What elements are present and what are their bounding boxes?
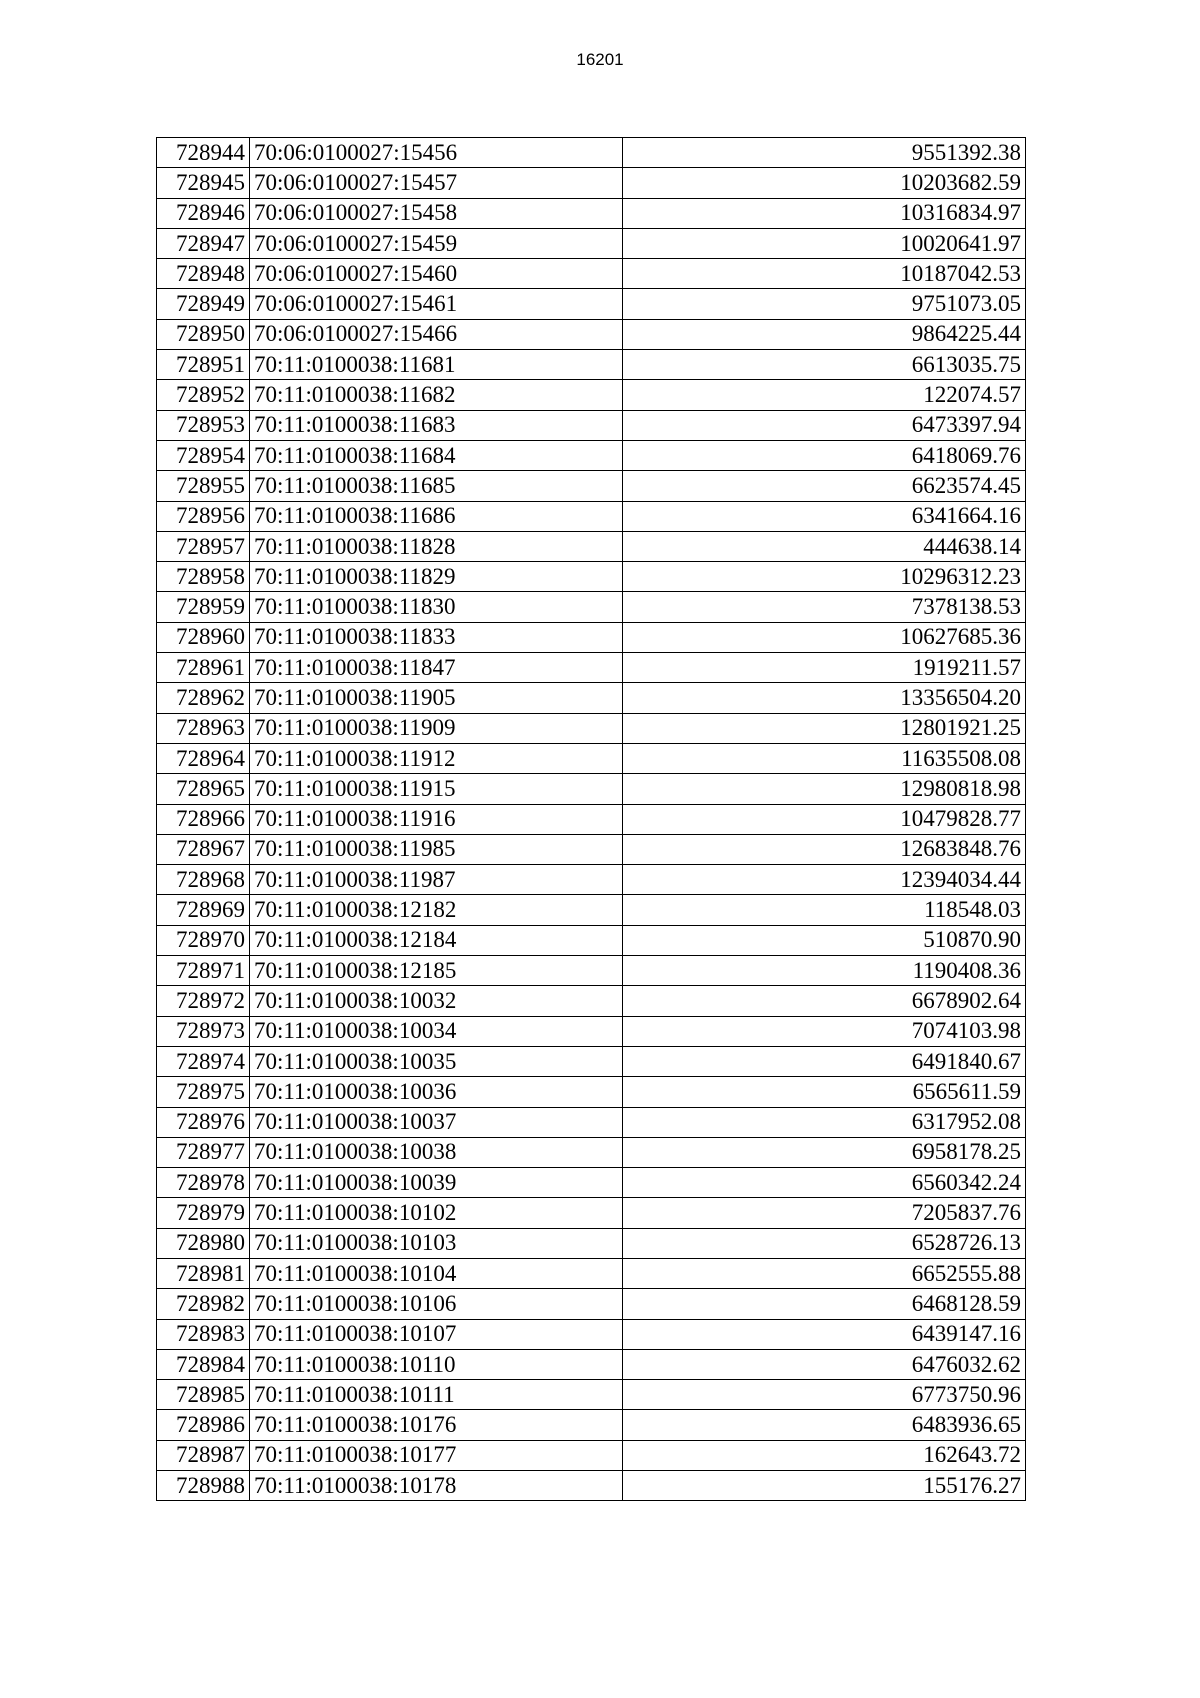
row-number-cell: 728945 — [157, 168, 250, 198]
row-number-cell: 728946 — [157, 198, 250, 228]
cadastral-number-cell: 70:11:0100038:10110 — [250, 1349, 623, 1379]
table-row — [157, 531, 1026, 561]
cadastral-value-cell: 10187042.53 — [623, 259, 1026, 289]
table-row — [157, 895, 1026, 925]
cadastral-value-cell: 6560342.24 — [623, 1168, 1026, 1198]
table-row — [157, 865, 1026, 895]
cadastral-number-cell: 70:11:0100038:10038 — [250, 1137, 623, 1167]
row-number-cell: 728955 — [157, 471, 250, 501]
table-body — [157, 138, 1026, 1501]
table-row — [157, 1137, 1026, 1167]
row-number-cell: 728961 — [157, 653, 250, 683]
cadastral-value-cell: 6613035.75 — [623, 350, 1026, 380]
cadastral-value-cell: 118548.03 — [623, 895, 1026, 925]
cadastral-number-cell: 70:11:0100038:12185 — [250, 956, 623, 986]
row-number-cell: 728954 — [157, 440, 250, 470]
cadastral-number-cell: 70:11:0100038:10103 — [250, 1228, 623, 1258]
cadastral-number-cell: 70:11:0100038:10176 — [250, 1410, 623, 1440]
cadastral-value-cell: 6773750.96 — [623, 1380, 1026, 1410]
row-number-cell: 728950 — [157, 319, 250, 349]
table-row — [157, 925, 1026, 955]
row-number-cell: 728983 — [157, 1319, 250, 1349]
table-row — [157, 1228, 1026, 1258]
row-number-cell: 728967 — [157, 834, 250, 864]
cadastral-value-cell: 6528726.13 — [623, 1228, 1026, 1258]
page-number: 16201 — [576, 50, 624, 69]
row-number-cell: 728972 — [157, 986, 250, 1016]
row-number-cell: 728987 — [157, 1440, 250, 1470]
cadastral-number-cell: 70:11:0100038:11915 — [250, 774, 623, 804]
cadastral-value-cell: 9551392.38 — [623, 138, 1026, 168]
cadastral-number-cell: 70:11:0100038:12184 — [250, 925, 623, 955]
cadastral-value-cell: 1190408.36 — [623, 956, 1026, 986]
cadastral-value-cell: 6491840.67 — [623, 1046, 1026, 1076]
cadastral-number-cell: 70:11:0100038:11681 — [250, 350, 623, 380]
table-row — [157, 289, 1026, 319]
table-row — [157, 956, 1026, 986]
cadastral-number-cell: 70:11:0100038:10037 — [250, 1107, 623, 1137]
cadastral-number-cell: 70:11:0100038:11828 — [250, 531, 623, 561]
row-number-cell: 728957 — [157, 531, 250, 561]
row-number-cell: 728953 — [157, 410, 250, 440]
cadastral-number-cell: 70:11:0100038:11985 — [250, 834, 623, 864]
table-row — [157, 1077, 1026, 1107]
table-row — [157, 1349, 1026, 1379]
table-row — [157, 1198, 1026, 1228]
cadastral-value-cell: 1919211.57 — [623, 653, 1026, 683]
table-row — [157, 774, 1026, 804]
table-row — [157, 743, 1026, 773]
cadastral-number-cell: 70:11:0100038:10107 — [250, 1319, 623, 1349]
cadastral-value-cell: 122074.57 — [623, 380, 1026, 410]
cadastral-value-table — [156, 137, 1026, 1501]
row-number-cell: 728952 — [157, 380, 250, 410]
cadastral-value-cell: 10203682.59 — [623, 168, 1026, 198]
cadastral-number-cell: 70:11:0100038:11916 — [250, 804, 623, 834]
cadastral-value-cell: 444638.14 — [623, 531, 1026, 561]
row-number-cell: 728964 — [157, 743, 250, 773]
row-number-cell: 728973 — [157, 1016, 250, 1046]
cadastral-number-cell: 70:11:0100038:11684 — [250, 440, 623, 470]
cadastral-number-cell: 70:06:0100027:15456 — [250, 138, 623, 168]
row-number-cell: 728963 — [157, 713, 250, 743]
row-number-cell: 728984 — [157, 1349, 250, 1379]
cadastral-number-cell: 70:11:0100038:11683 — [250, 410, 623, 440]
cadastral-value-cell: 162643.72 — [623, 1440, 1026, 1470]
row-number-cell: 728971 — [157, 956, 250, 986]
cadastral-value-cell: 7378138.53 — [623, 592, 1026, 622]
cadastral-value-cell: 6439147.16 — [623, 1319, 1026, 1349]
table-row — [157, 622, 1026, 652]
table-row — [157, 1168, 1026, 1198]
cadastral-value-cell: 6468128.59 — [623, 1289, 1026, 1319]
row-number-cell: 728977 — [157, 1137, 250, 1167]
cadastral-value-cell: 7074103.98 — [623, 1016, 1026, 1046]
cadastral-value-cell: 6958178.25 — [623, 1137, 1026, 1167]
row-number-cell: 728982 — [157, 1289, 250, 1319]
row-number-cell: 728979 — [157, 1198, 250, 1228]
table-row — [157, 259, 1026, 289]
table-row — [157, 834, 1026, 864]
cadastral-value-cell: 6565611.59 — [623, 1077, 1026, 1107]
table-row — [157, 1471, 1026, 1501]
cadastral-number-cell: 70:11:0100038:10036 — [250, 1077, 623, 1107]
cadastral-value-cell: 13356504.20 — [623, 683, 1026, 713]
cadastral-value-cell: 6418069.76 — [623, 440, 1026, 470]
row-number-cell: 728962 — [157, 683, 250, 713]
cadastral-number-cell: 70:11:0100038:10111 — [250, 1380, 623, 1410]
row-number-cell: 728951 — [157, 350, 250, 380]
cadastral-value-cell: 12683848.76 — [623, 834, 1026, 864]
cadastral-value-cell: 6652555.88 — [623, 1258, 1026, 1288]
cadastral-number-cell: 70:11:0100038:11830 — [250, 592, 623, 622]
table-row — [157, 1440, 1026, 1470]
cadastral-number-cell: 70:11:0100038:11912 — [250, 743, 623, 773]
table-row — [157, 198, 1026, 228]
table-row — [157, 1289, 1026, 1319]
cadastral-number-cell: 70:11:0100038:10039 — [250, 1168, 623, 1198]
cadastral-number-cell: 70:11:0100038:11987 — [250, 865, 623, 895]
cadastral-number-cell: 70:11:0100038:12182 — [250, 895, 623, 925]
table-row — [157, 138, 1026, 168]
table-row — [157, 319, 1026, 349]
row-number-cell: 728980 — [157, 1228, 250, 1258]
cadastral-value-cell: 6678902.64 — [623, 986, 1026, 1016]
row-number-cell: 728985 — [157, 1380, 250, 1410]
row-number-cell: 728949 — [157, 289, 250, 319]
row-number-cell: 728975 — [157, 1077, 250, 1107]
row-number-cell: 728948 — [157, 259, 250, 289]
row-number-cell: 728978 — [157, 1168, 250, 1198]
cadastral-value-cell: 9864225.44 — [623, 319, 1026, 349]
table-row — [157, 1380, 1026, 1410]
cadastral-number-cell: 70:11:0100038:11685 — [250, 471, 623, 501]
cadastral-number-cell: 70:06:0100027:15458 — [250, 198, 623, 228]
cadastral-value-cell: 12980818.98 — [623, 774, 1026, 804]
cadastral-number-cell: 70:11:0100038:11905 — [250, 683, 623, 713]
row-number-cell: 728969 — [157, 895, 250, 925]
table-row — [157, 228, 1026, 258]
cadastral-number-cell: 70:11:0100038:10102 — [250, 1198, 623, 1228]
cadastral-value-cell: 12801921.25 — [623, 713, 1026, 743]
cadastral-number-cell: 70:06:0100027:15459 — [250, 228, 623, 258]
table-row — [157, 1046, 1026, 1076]
cadastral-value-cell: 6473397.94 — [623, 410, 1026, 440]
table-row — [157, 1319, 1026, 1349]
row-number-cell: 728960 — [157, 622, 250, 652]
cadastral-value-cell: 155176.27 — [623, 1471, 1026, 1501]
cadastral-value-cell: 10316834.97 — [623, 198, 1026, 228]
table-row — [157, 1410, 1026, 1440]
table-row — [157, 440, 1026, 470]
cadastral-number-cell: 70:11:0100038:10104 — [250, 1258, 623, 1288]
cadastral-number-cell: 70:11:0100038:11829 — [250, 562, 623, 592]
cadastral-number-cell: 70:06:0100027:15461 — [250, 289, 623, 319]
table-row — [157, 410, 1026, 440]
cadastral-value-cell: 6476032.62 — [623, 1349, 1026, 1379]
cadastral-number-cell: 70:11:0100038:11833 — [250, 622, 623, 652]
cadastral-number-cell: 70:11:0100038:11682 — [250, 380, 623, 410]
table-row — [157, 380, 1026, 410]
table-row — [157, 1107, 1026, 1137]
row-number-cell: 728976 — [157, 1107, 250, 1137]
cadastral-value-cell: 12394034.44 — [623, 865, 1026, 895]
cadastral-number-cell: 70:06:0100027:15466 — [250, 319, 623, 349]
row-number-cell: 728956 — [157, 501, 250, 531]
cadastral-number-cell: 70:06:0100027:15460 — [250, 259, 623, 289]
table-row — [157, 501, 1026, 531]
cadastral-number-cell: 70:11:0100038:10177 — [250, 1440, 623, 1470]
table-row — [157, 592, 1026, 622]
cadastral-value-cell: 6483936.65 — [623, 1410, 1026, 1440]
table-row — [157, 713, 1026, 743]
table-row — [157, 653, 1026, 683]
cadastral-value-cell: 6341664.16 — [623, 501, 1026, 531]
table-row — [157, 1016, 1026, 1046]
cadastral-value-cell: 10020641.97 — [623, 228, 1026, 258]
cadastral-value-cell: 10627685.36 — [623, 622, 1026, 652]
cadastral-value-cell: 9751073.05 — [623, 289, 1026, 319]
cadastral-value-cell: 510870.90 — [623, 925, 1026, 955]
row-number-cell: 728981 — [157, 1258, 250, 1288]
row-number-cell: 728958 — [157, 562, 250, 592]
cadastral-value-cell: 6623574.45 — [623, 471, 1026, 501]
row-number-cell: 728968 — [157, 865, 250, 895]
row-number-cell: 728974 — [157, 1046, 250, 1076]
row-number-cell: 728965 — [157, 774, 250, 804]
table-row — [157, 562, 1026, 592]
table-row — [157, 168, 1026, 198]
row-number-cell: 728970 — [157, 925, 250, 955]
row-number-cell: 728988 — [157, 1471, 250, 1501]
cadastral-number-cell: 70:11:0100038:11909 — [250, 713, 623, 743]
table-row — [157, 683, 1026, 713]
table-row — [157, 804, 1026, 834]
table-row — [157, 350, 1026, 380]
table-row — [157, 986, 1026, 1016]
cadastral-value-cell: 10296312.23 — [623, 562, 1026, 592]
cadastral-value-cell: 6317952.08 — [623, 1107, 1026, 1137]
cadastral-number-cell: 70:11:0100038:10032 — [250, 986, 623, 1016]
cadastral-value-cell: 11635508.08 — [623, 743, 1026, 773]
cadastral-number-cell: 70:11:0100038:10106 — [250, 1289, 623, 1319]
cadastral-value-cell: 10479828.77 — [623, 804, 1026, 834]
row-number-cell: 728947 — [157, 228, 250, 258]
row-number-cell: 728986 — [157, 1410, 250, 1440]
cadastral-number-cell: 70:11:0100038:10035 — [250, 1046, 623, 1076]
cadastral-number-cell: 70:06:0100027:15457 — [250, 168, 623, 198]
cadastral-number-cell: 70:11:0100038:11847 — [250, 653, 623, 683]
cadastral-number-cell: 70:11:0100038:11686 — [250, 501, 623, 531]
cadastral-number-cell: 70:11:0100038:10178 — [250, 1471, 623, 1501]
cadastral-value-cell: 7205837.76 — [623, 1198, 1026, 1228]
row-number-cell: 728959 — [157, 592, 250, 622]
row-number-cell: 728966 — [157, 804, 250, 834]
cadastral-number-cell: 70:11:0100038:10034 — [250, 1016, 623, 1046]
row-number-cell: 728944 — [157, 138, 250, 168]
table-row — [157, 1258, 1026, 1288]
table-row — [157, 471, 1026, 501]
